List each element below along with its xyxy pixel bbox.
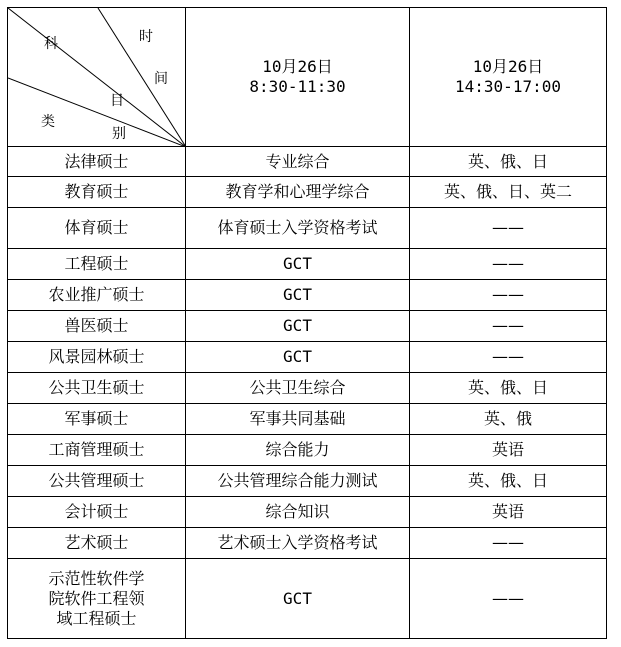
category-line: 院软件工程领 (48, 588, 145, 608)
subject-cell: 教育学和心理学综合 (186, 177, 410, 208)
category-cell: 艺术硕士 (8, 528, 186, 559)
subject-cell: GCT (186, 280, 410, 311)
category-cell: 农业推广硕士 (8, 280, 186, 311)
session-date: 10月26日 (262, 57, 333, 76)
table-row (8, 559, 607, 639)
category-cell: 公共卫生硕士 (8, 373, 186, 404)
subject-cell: 公共卫生综合 (186, 373, 410, 404)
category-line: 示范性软件学 (48, 568, 145, 588)
subject-cell: 公共管理综合能力测试 (186, 466, 410, 497)
diagonal-header-cell (8, 8, 186, 147)
exam-schedule-table (7, 7, 607, 639)
category-cell: 会计硕士 (8, 497, 186, 528)
table-row (8, 249, 607, 280)
subject-cell: 综合能力 (186, 435, 410, 466)
table-row (8, 208, 607, 249)
category-cell: 兽医硕士 (8, 311, 186, 342)
subject-cell: 专业综合 (186, 147, 410, 177)
category-cell: 风景园林硕士 (8, 342, 186, 373)
diagonal-label-ke: 科 (44, 36, 58, 52)
language-cell: 英、俄、日 (410, 147, 607, 177)
diagonal-label-lei: 类 (41, 114, 55, 130)
table-row (8, 497, 607, 528)
table-row (8, 280, 607, 311)
language-cell: —— (410, 280, 607, 311)
subject-cell: GCT (186, 249, 410, 280)
language-cell: 英语 (410, 497, 607, 528)
subject-cell: 艺术硕士入学资格考试 (186, 528, 410, 559)
table-row (8, 373, 607, 404)
language-cell: 英、俄、日 (410, 466, 607, 497)
language-cell: —— (410, 559, 607, 639)
category-cell (8, 559, 186, 639)
diagonal-line-lower (8, 78, 186, 147)
category-cell: 军事硕士 (8, 404, 186, 435)
language-cell: 英、俄 (410, 404, 607, 435)
table-row (8, 177, 607, 208)
table-row (8, 435, 607, 466)
table-row (8, 342, 607, 373)
session-header-afternoon (410, 8, 607, 147)
table-row (8, 404, 607, 435)
subject-cell: GCT (186, 559, 410, 639)
category-cell: 工商管理硕士 (8, 435, 186, 466)
session-time: 14:30-17:00 (455, 77, 561, 96)
language-cell: —— (410, 342, 607, 373)
table-row (8, 147, 607, 177)
language-cell: —— (410, 208, 607, 249)
language-cell: 英、俄、日、英二 (410, 177, 607, 208)
language-cell: —— (410, 311, 607, 342)
category-cell: 体育硕士 (8, 208, 186, 249)
language-cell: —— (410, 249, 607, 280)
category-cell: 法律硕士 (8, 147, 186, 177)
language-cell: —— (410, 528, 607, 559)
subject-cell: 综合知识 (186, 497, 410, 528)
diagonal-label-mu: 目 (110, 93, 124, 109)
language-cell: 英语 (410, 435, 607, 466)
category-cell: 公共管理硕士 (8, 466, 186, 497)
table-row (8, 466, 607, 497)
table-row (8, 528, 607, 559)
session-date: 10月26日 (472, 57, 544, 76)
category-line: 域工程硕士 (56, 608, 137, 628)
header-row (8, 8, 607, 147)
session-time: 8:30-11:30 (249, 77, 346, 96)
diagonal-label-jian: 间 (154, 71, 168, 87)
language-cell: 英、俄、日 (410, 373, 607, 404)
table-row (8, 311, 607, 342)
subject-cell: GCT (186, 311, 410, 342)
subject-cell: 体育硕士入学资格考试 (186, 208, 410, 249)
subject-cell: 军事共同基础 (186, 404, 410, 435)
session-header-morning (186, 8, 410, 147)
diagonal-label-bie: 别 (112, 126, 126, 142)
category-cell: 教育硕士 (8, 177, 186, 208)
category-cell: 工程硕士 (8, 249, 186, 280)
subject-cell: GCT (186, 342, 410, 373)
diagonal-label-shi: 时 (139, 29, 153, 45)
